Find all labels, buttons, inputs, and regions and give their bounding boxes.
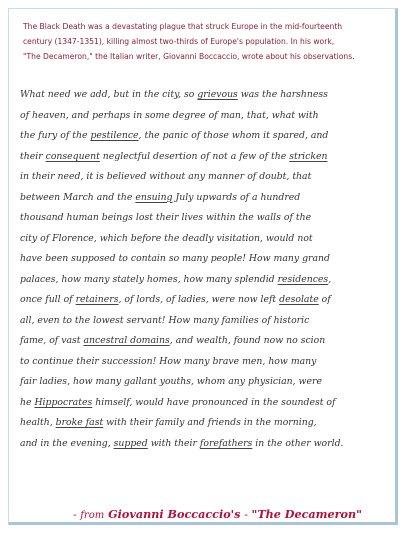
passage-text: What need we add, but in the city, so: [20, 89, 198, 100]
intro-paragraph: [23, 19, 389, 64]
passage-line: [20, 270, 392, 291]
intro-line: century (1347-1351), killing almost two-thirds of Europe's population. In his work,: [23, 37, 335, 46]
passage-text: all, even to the lowest servant! How many families of historic: [20, 314, 310, 326]
passage-text: to continue their succession! How many brave men, how many: [20, 355, 317, 367]
passage-text: city of Florence, which before the deadly visitation, would not: [20, 232, 313, 244]
passage-text: with their: [147, 437, 200, 449]
passage-text: thousand human beings lost their lives within the walls of the: [20, 212, 312, 223]
passage-line: [20, 352, 392, 373]
passage-text: , and wealth, found now no scion: [169, 335, 326, 346]
vocabulary-word: supped: [113, 437, 148, 449]
vocabulary-word: desolate: [279, 294, 319, 305]
passage-line: [20, 106, 392, 127]
passage-text: once full of: [20, 294, 76, 305]
passage-text: health,: [20, 417, 56, 428]
passage-line: [20, 393, 392, 414]
vocabulary-word: broke fast: [55, 417, 104, 428]
intro-line: The Black Death was a devastating plague that struck Europe in the mid-fourteenth: [23, 22, 343, 31]
vocabulary-word: residences: [277, 273, 329, 285]
passage-text: ,: [328, 273, 332, 285]
passage-text: with their family and friends in the morning,: [103, 417, 317, 428]
vocabulary-word: retainers: [75, 294, 119, 305]
attribution-dash: -: [73, 508, 81, 521]
vocabulary-word: pestilence: [90, 130, 139, 141]
passage-line: [20, 372, 392, 393]
passage-text: himself, would have pronounced in the soundest of: [92, 396, 336, 408]
vocabulary-word: consequent: [45, 150, 100, 162]
passage-line: [20, 249, 392, 270]
passage-text: July upwards of a hundred: [172, 191, 301, 203]
passage-text: between March and the: [20, 191, 136, 203]
passage-text: of: [318, 294, 331, 305]
attribution-author: Giovanni Boccaccio's: [104, 507, 245, 521]
attribution: [73, 507, 362, 521]
passage-text: and in the evening,: [20, 437, 114, 449]
passage-text: he: [20, 396, 35, 408]
passage-text: , of lords, of ladies, were now left: [118, 294, 280, 305]
passage-text: , the panic of those whom it spared, and: [138, 130, 329, 141]
passage-line: [20, 208, 392, 229]
intro-line: "The Decameron," the Italian writer, Giovanni Boccaccio, wrote about his observations.: [23, 52, 355, 61]
passage-line: [20, 331, 392, 352]
passage-text: the fury of the: [20, 130, 91, 141]
attribution-separator: -: [244, 508, 252, 521]
passage-text: was the harshness: [237, 89, 328, 100]
passage-text: neglectful desertion of not a few of the: [99, 150, 290, 162]
attribution-work-title: "The Decameron": [251, 507, 362, 521]
passage-line: [20, 229, 392, 250]
vocabulary-word: forefathers: [199, 437, 253, 449]
passage-line: [20, 126, 392, 147]
passage-line: [20, 147, 392, 168]
vocabulary-word: stricken: [289, 150, 328, 162]
passage-line: [20, 413, 392, 434]
passage-text: palaces, how many stately homes, how many splendid: [20, 273, 278, 285]
passage-line: [20, 311, 392, 332]
vocabulary-word: ensuing: [135, 191, 173, 203]
passage-text: in their need, it is believed without any manner of doubt, that: [20, 171, 312, 182]
passage-line: [20, 290, 392, 311]
attribution-from: from: [80, 510, 105, 521]
passage-line: [20, 167, 392, 188]
passage-line: [20, 434, 392, 455]
document-page: [8, 8, 398, 525]
passage-line: [20, 85, 392, 106]
passage-text: fair ladies, how many gallant youths, whom any physician, were: [20, 376, 322, 387]
passage-text: have been supposed to contain so many people! How many grand: [20, 253, 330, 264]
vocabulary-word: Hippocrates: [34, 396, 93, 408]
passage-line: [20, 188, 392, 209]
passage-text: in the other world.: [252, 437, 344, 449]
vocabulary-word: grievous: [197, 89, 238, 100]
decameron-passage: [20, 85, 392, 454]
passage-text: of heaven, and perhaps in some degree of man, that, what with: [20, 109, 319, 121]
passage-text: fame, of vast: [20, 335, 84, 346]
vocabulary-word: ancestral domains: [83, 335, 170, 346]
passage-text: their: [20, 150, 46, 162]
